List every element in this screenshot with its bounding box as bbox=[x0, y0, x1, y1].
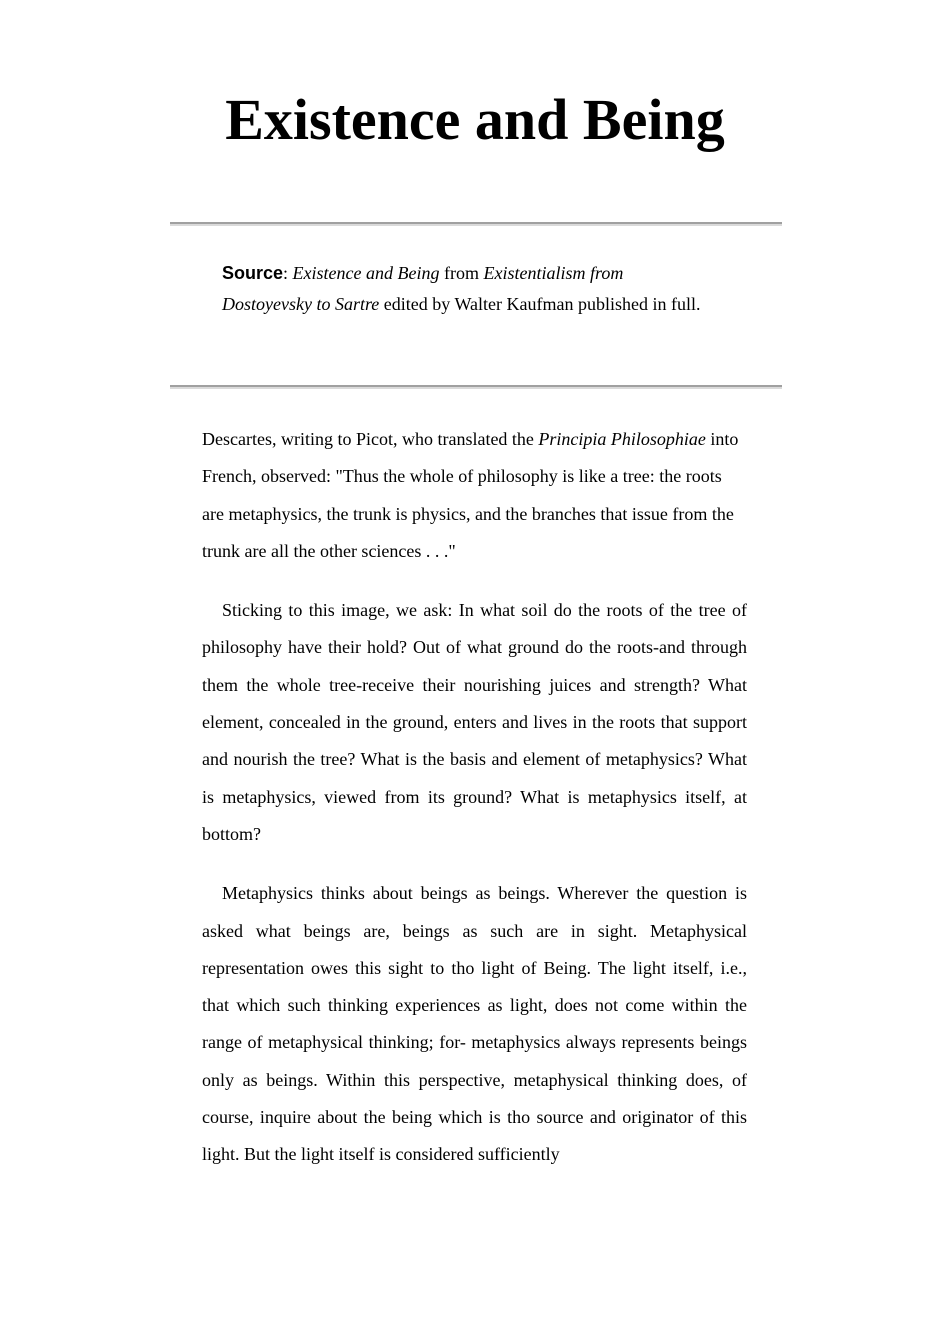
source-work-title: Existence and Being bbox=[292, 263, 440, 283]
paragraph-1-after: into French, observed: "Thus the whole of philosophy is like a tree: the roots are metaphysics, the trunk is physics, and the branches that issue from the trunk are all the other sciences . . ." bbox=[202, 429, 739, 561]
paragraph-2: Sticking to this image, we ask: In what soil do the roots of the tree of philosophy have their hold? Out of what ground do the roots-and through them the whole tree-receive their nourishing juices and strength? What element, concealed in the ground, enters and lives in the roots that support and nourish the tree? What is the basis and element of metaphysics? What is metaphysics, viewed from its ground? What is metaphysics itself, at bottom? bbox=[202, 600, 747, 844]
paragraph-1 bbox=[202, 421, 747, 570]
source-rest-text: edited by Walter Kaufman published in full. bbox=[379, 294, 701, 314]
source-note bbox=[222, 258, 712, 320]
bottom-divider bbox=[170, 385, 782, 389]
paragraph-1-italic-title: Principia Philosophiae bbox=[538, 429, 706, 449]
page-title: Existence and Being bbox=[225, 87, 725, 152]
source-from-text: from bbox=[439, 263, 484, 283]
paragraph-3: Metaphysics thinks about beings as beings. Wherever the question is asked what beings are, beings as such are in sight. Metaphysical representation owes this sight to tho light of Being. The light itself, i.e., that which such thinking experiences as light, does not come within the range of metaphysical thinking; for- metaphysics always represents beings only as beings. Within this perspective, metaphysical thinking does, of course, inquire about the being which is tho source and originator of this light. But the light itself is considered sufficiently bbox=[202, 883, 747, 1165]
paragraph-1-before: Descartes, writing to Picot, who translated the bbox=[202, 429, 539, 449]
source-label: Source bbox=[222, 263, 284, 283]
top-divider bbox=[170, 222, 782, 226]
source-collection-title: Existentialism from Dostoyevsky to Sartre bbox=[222, 263, 624, 314]
source-separator: : bbox=[283, 263, 293, 283]
article-body bbox=[202, 421, 747, 1196]
